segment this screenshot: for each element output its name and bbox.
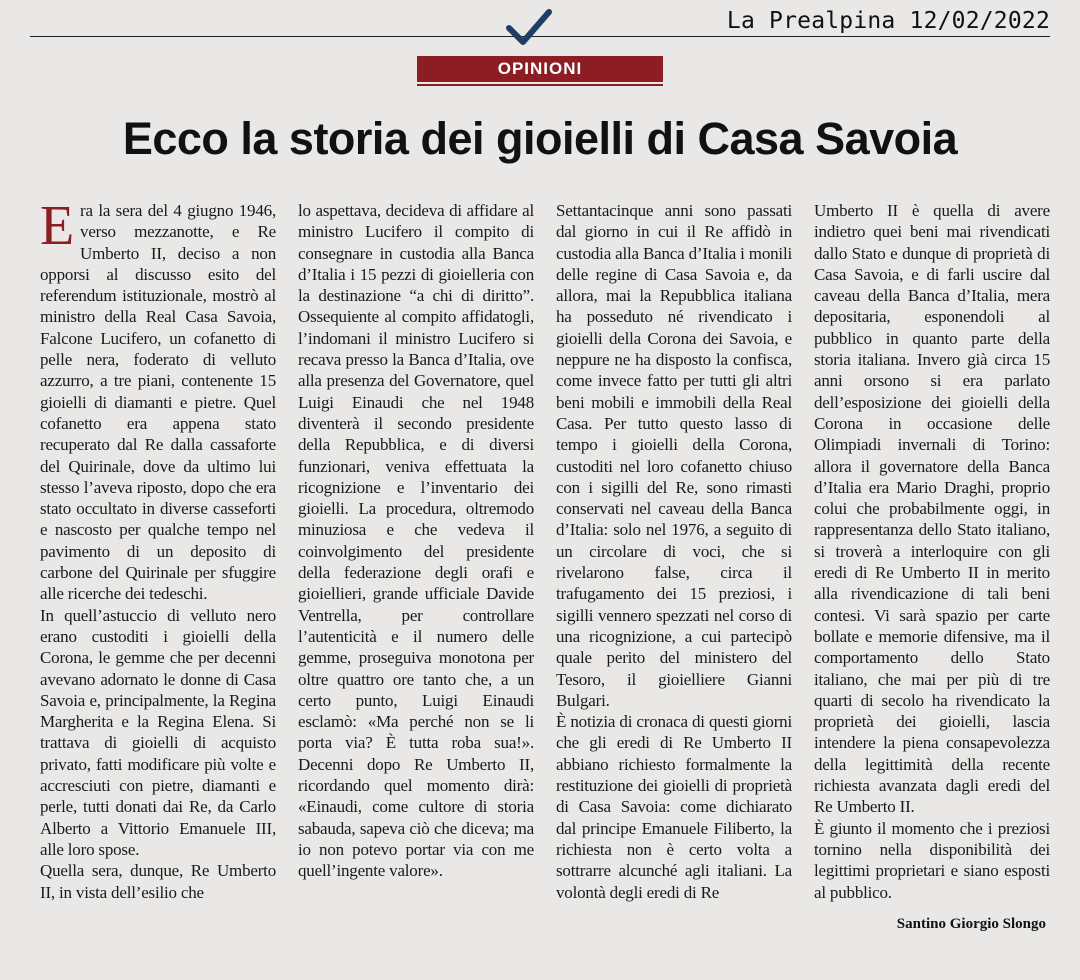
section-label: OPINIONI (417, 56, 663, 82)
article-body (40, 195, 1050, 940)
paragraph: Umberto II è quella di avere indietro quei beni mai rivendicati dallo Stato e dunque di proprietà di Casa Savoia, e di farli uscire dal caveau della Banca d’Italia, mera depositaria, esponendoli al pubblico in quanto parte della storia italiana. Invero già circa 15 anni orsono si era parlato dell’esposizione dei gioielli della Corona in occasione delle Olimpiadi invernali di Torino: allora il governatore della Banca d’Italia era Mario Draghi, proprio colui che probabilmente oggi, in rappresentanza dello Stato italiano, si troverà a interloquire con gli eredi di Re Umberto II in merito alla rivendicazione di tali beni contesi. Vi sarà spazio per carte bollate e memorie difensive, ma il comportamento dello Stato italiano, che mai per più di tre quarti di secolo ha rivendicato la proprietà dei gioielli, lascia intendere la piena consapevolezza della legittimità della recente richiesta avanzata dagli eredi del Re Umberto II. (814, 201, 1050, 817)
paragraph: Settantacinque anni sono passati dal giorno in cui il Re affidò in custodia alla Banca d’Italia i monili delle regine di Casa Savoia e, da allora, mai la Repubblica italiana ha posseduto né rivendicato i gioielli della Corona dei Savoia, e neppure ne ha disposto la confisca, come invece fatto per tutti gli altri beni mobili e immobili della Real Casa. Per tutto questo lasso di tempo i gioielli della Corona, custoditi nel loro cofanetto chiuso con i sigilli del Re, sono rimasti conservati nel caveau della Banca d’Italia: solo nel 1976, a seguito di un circolare di voci, che si rivelarono false, circa il trafugamento dei 15 preziosi, i sigilli vennero spezzati nel corso di una ricognizione, a cui partecipò quale perito del ministero del Tesoro, il gioielliere Gianni Bulgari. (556, 201, 792, 710)
column-2 (298, 200, 534, 940)
paragraph: Era la sera del 4 giugno 1946, verso mezzanotte, e Re Umberto II, deciso a non opporsi al discusso esito del referendum istituzionale, mostrò al ministro della Real Casa Savoia, Falcone Lucifero, un cofanetto di pelle nera, foderato di velluto azzurro, a tre piani, contenente 15 gioielli di diamanti e pietre. Quel cofanetto era appena stato recuperato dal Re dalla cassaforte del Quirinale, dove da ultimo lui stesso l’aveva riposto, dopo che era stato occultato in diverse casseforti e nascosto per qualche tempo nel pavimento di un deposito di carbone del Quirinale per sfuggire alle ricerche dei tedeschi. (40, 195, 276, 604)
article-title: Ecco la storia dei gioielli di Casa Savoia (122, 113, 958, 164)
column-4 (814, 200, 1050, 940)
column-1 (40, 195, 276, 940)
paragraph: In quell’astuccio di velluto nero erano custoditi i gioielli della Corona, le gemme che per decenni avevano adornato le donne di Casa Savoia e, principalmente, la Regina Margherita e la Regina Elena. Si trattava di gioielli di acquisto privato, fatti modificare più volte e accresciuti con pietre, diamanti e perle, tutti donati dai Re, da Carlo Alberto a Vittorio Emanuele III, alle loro spose. (40, 605, 276, 859)
paragraph: lo aspettava, decideva di affidare al ministro Lucifero il compito di consegnare in custodia alla Banca d’Italia i 15 pezzi di gioielleria con la destinazione “a chi di diritto”. Ossequiente al compito affidatogli, l’indomani il ministro Lucifero si recava presso la Banca d’Italia, ove alla presenza del Governatore, quel Luigi Einaudi che nel 1948 diventerà il secondo presidente della Repubblica, e di diversi funzionari, veniva effettuata la ricognizione e l’inventario dei gioielli. La procedura, oltremodo minuziosa e che vedeva il coinvolgimento del presidente della federazione degli orafi e gioiellieri, grande ufficiale Davide Ventrella, per controllare l’autenticità e il numero delle gemme, proseguiva monotona per oltre quattro ore tanto che, a un certo punto, Luigi Einaudi esclamò: «Ma perché non se li porta via? È tutta roba sua!». Decenni dopo Re Umberto II, ricordando quel momento dirà: «Einaudi, come cultore di storia sabauda, sapeva ciò che diceva; ma io non potevo portar via con me quell’ingente valore». (298, 201, 534, 881)
section-rule (417, 84, 663, 86)
column-3 (556, 200, 792, 940)
paragraph: È notizia di cronaca di questi giorni che gli eredi di Re Umberto II abbiano richiesto formalmente la restituzione dei gioielli di proprietà di Casa Savoia: come dichiarato dal principe Emanuele Filiberto, la richiesta non è certo volta a sottrarre alcunché agli italiani. La volontà degli eredi di Re (556, 712, 792, 902)
paragraph: Quella sera, dunque, Re Umberto II, in vista dell’esilio che (40, 861, 276, 902)
author-signature: Santino Giorgio Slongo (896, 916, 1046, 932)
newspaper-source: La Prealpina 12/02/2022 (721, 8, 1050, 34)
drop-cap: E (40, 195, 75, 257)
paragraph: È giunto il momento che i preziosi tornino nella disponibilità dei legittimi proprietari e siano esposti al pubblico. (814, 818, 1050, 902)
checkmark-icon (505, 8, 553, 48)
